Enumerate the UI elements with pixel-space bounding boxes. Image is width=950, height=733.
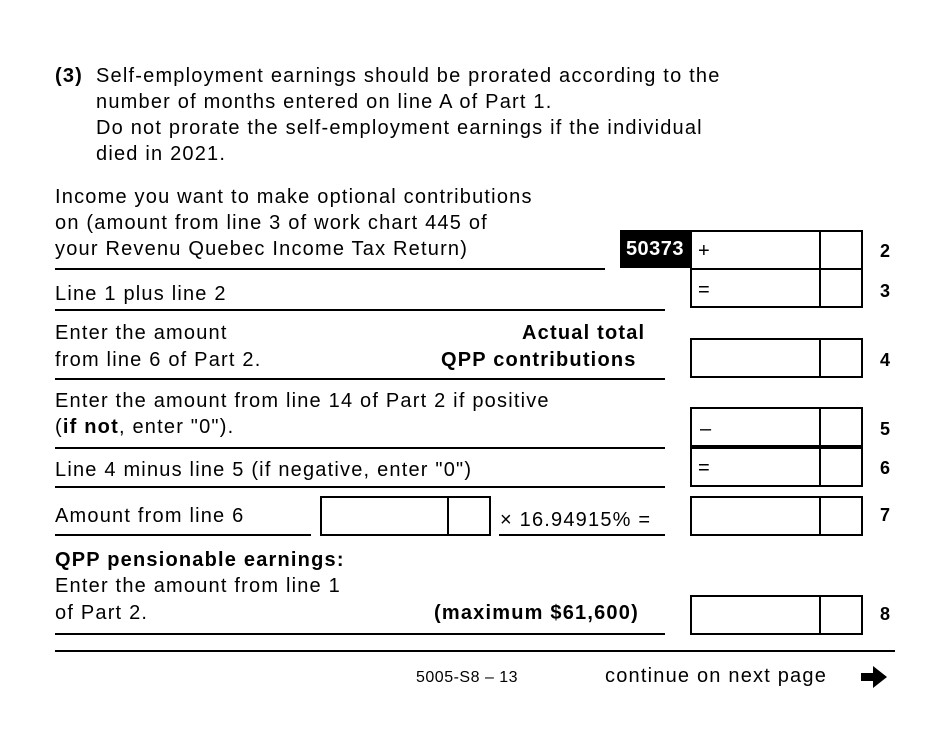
line4-amount-field[interactable] (690, 338, 863, 378)
line2-label-2: on (amount from line 3 of work chart 445 of (55, 212, 488, 234)
line5-amount-field[interactable] (690, 407, 863, 447)
line8-amount-field[interactable] (690, 595, 863, 635)
line5-label-1: Enter the amount from line 14 of Part 2 if positive (55, 390, 550, 412)
line8-label-2: Enter the amount from line 1 (55, 575, 341, 597)
line3-label: Line 1 plus line 2 (55, 283, 227, 305)
note-text-line1: Self-employment earnings should be prorated according to the (96, 65, 721, 87)
note-text-line3: Do not prorate the self-employment earnings if the individual (96, 117, 703, 139)
line-number-5: 5 (880, 419, 891, 439)
line5-label-2: (if not, enter "0"). (55, 416, 235, 438)
line2-underline (55, 268, 605, 270)
line3-underline (55, 309, 665, 311)
line6-equals-sign: = (698, 457, 710, 479)
cents-divider (819, 498, 821, 534)
footer-divider (55, 650, 895, 652)
form-page-id: 5005-S8 – 13 (416, 669, 519, 686)
cents-divider (819, 340, 821, 376)
line-number-2: 2 (880, 241, 891, 261)
cents-divider (447, 498, 449, 534)
if-not-emphasis: if not (62, 416, 119, 438)
note-text-line4: died in 2021. (96, 143, 227, 165)
line6-underline (55, 486, 665, 488)
line4-label-1: Enter the amount (55, 322, 228, 344)
line3-amount-field[interactable] (690, 268, 863, 308)
line4-underline (55, 378, 665, 380)
line5-minus-sign: – (700, 418, 712, 440)
line3-equals-sign: = (698, 279, 710, 301)
line7-amount-field[interactable] (690, 496, 863, 536)
qpp-pensionable-heading: QPP pensionable earnings: (55, 549, 345, 571)
line2-plus-sign: + (698, 240, 710, 262)
multiplier-underline (499, 534, 665, 536)
cents-divider (819, 232, 821, 268)
note-marker: (3) (55, 65, 84, 87)
cents-divider (819, 270, 821, 306)
line-number-3: 3 (880, 281, 891, 301)
cents-divider (819, 449, 821, 485)
line7-underline (55, 534, 311, 536)
note-text-line2: number of months entered on line A of Part 1. (96, 91, 553, 113)
arrow-right-icon (859, 664, 889, 690)
line7-input-amount-field[interactable] (320, 496, 491, 536)
line5-underline (55, 447, 665, 449)
line6-amount-field[interactable] (690, 447, 863, 487)
line-number-8: 8 (880, 604, 891, 624)
line-number-7: 7 (880, 505, 891, 525)
line-number-4: 4 (880, 350, 891, 370)
line8-label-3: of Part 2. (55, 602, 149, 624)
line6-label: Line 4 minus line 5 (if negative, enter "0") (55, 459, 473, 481)
cents-divider (819, 409, 821, 445)
line4-label-2: from line 6 of Part 2. (55, 349, 262, 371)
line2-label-3: your Revenu Quebec Income Tax Return) (55, 238, 469, 260)
continue-next-page-text: continue on next page (605, 665, 828, 687)
percentage-multiplier: × 16.94915% = (500, 509, 652, 531)
line-code-50373: 50373 (620, 230, 690, 268)
cents-divider (819, 597, 821, 633)
maximum-amount-note: (maximum $61,600) (434, 602, 639, 624)
actual-total-heading: Actual total (522, 322, 646, 344)
line7-label: Amount from line 6 (55, 505, 245, 527)
qpp-contributions-heading: QPP contributions (441, 349, 637, 371)
line-number-6: 6 (880, 458, 891, 478)
line2-label-1: Income you want to make optional contributions (55, 186, 533, 208)
line8-underline (55, 633, 665, 635)
line2-amount-field[interactable] (690, 230, 863, 270)
